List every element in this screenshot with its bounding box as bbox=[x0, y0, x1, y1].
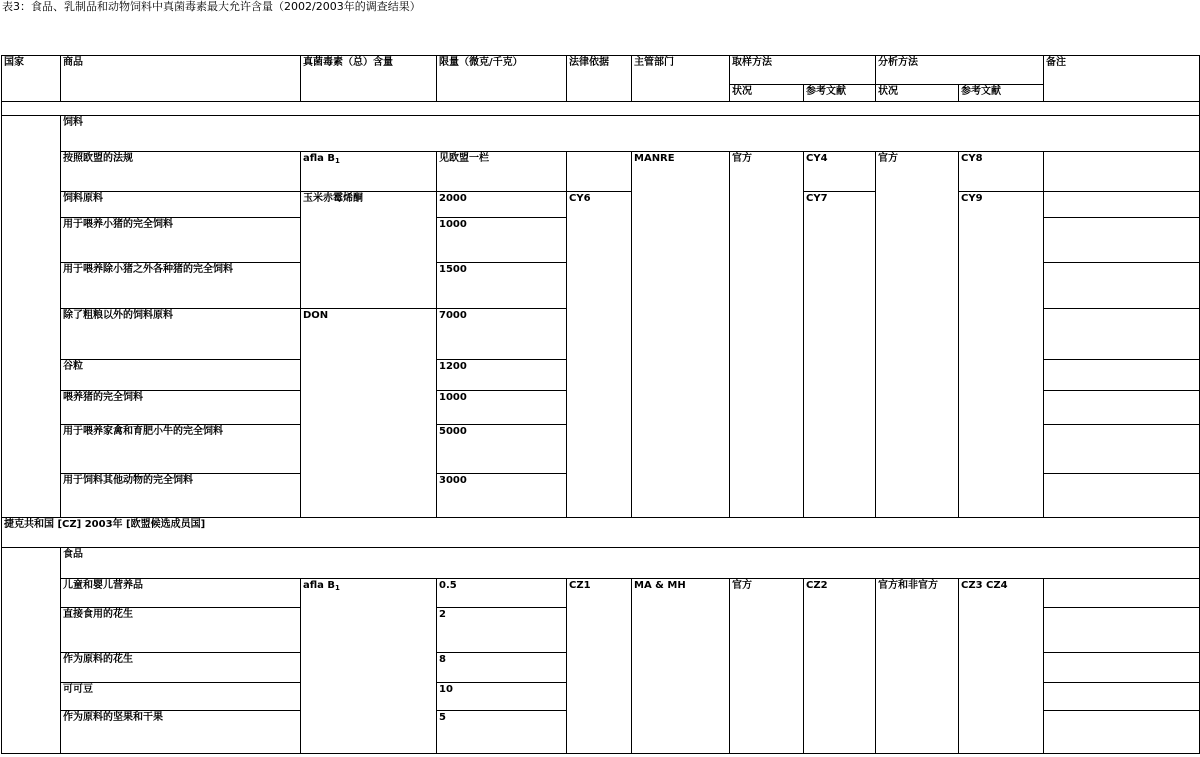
commodity-cell: 喂养猪的完全饲料 bbox=[61, 391, 301, 425]
remarks-cell bbox=[1044, 579, 1200, 608]
commodity-cell: 除了粗粮以外的饲料原料 bbox=[61, 309, 301, 360]
commodity-cell: 作为原料的花生 bbox=[61, 653, 301, 683]
header-sampling-method: 取样方法 bbox=[730, 56, 876, 85]
commodity-cell: 谷粒 bbox=[61, 360, 301, 391]
limit-cell: 3000 bbox=[437, 474, 567, 518]
remarks-cell bbox=[1044, 474, 1200, 518]
remarks-cell bbox=[1044, 391, 1200, 425]
header-sampling-reference: 参考文献 bbox=[804, 85, 876, 102]
header-country: 国家 bbox=[2, 56, 61, 102]
commodity-cell: 用于喂养除小猪之外各种猪的完全饲料 bbox=[61, 263, 301, 309]
table-caption: 表3：食品、乳制品和动物饲料中真菌毒素最大允许含量（2002/2003年的调查结果） bbox=[2, 0, 421, 13]
limit-cell: 2 bbox=[437, 608, 567, 653]
header-limit: 限量（微克/千克） bbox=[437, 56, 567, 102]
remarks-cell bbox=[1044, 425, 1200, 474]
analysis-status-cell: 官方和非官方 bbox=[876, 579, 959, 754]
legal-cell-empty bbox=[567, 152, 632, 192]
limit-cell: 1200 bbox=[437, 360, 567, 391]
remarks-cell bbox=[1044, 218, 1200, 263]
header-analysis-status: 状况 bbox=[876, 85, 959, 102]
remarks-cell bbox=[1044, 360, 1200, 391]
limit-cell: 0.5 bbox=[437, 579, 567, 608]
limit-cell: 5 bbox=[437, 711, 567, 754]
commodity-cell: 饲料原料 bbox=[61, 192, 301, 218]
remarks-cell bbox=[1044, 152, 1200, 192]
authority-cell: MANRE bbox=[632, 152, 730, 518]
commodity-cell: 用于饲料其他动物的完全饲料 bbox=[61, 474, 301, 518]
mycotoxin-cell: 玉米赤霉烯酮 bbox=[301, 192, 437, 309]
header-mycotoxin: 真菌毒素（总）含量 bbox=[301, 56, 437, 102]
limit-cell: 7000 bbox=[437, 309, 567, 360]
header-commodity: 商品 bbox=[61, 56, 301, 102]
remarks-cell bbox=[1044, 711, 1200, 754]
sampling-reference-cell: CY4 bbox=[804, 152, 876, 192]
commodity-cell: 作为原料的坚果和干果 bbox=[61, 711, 301, 754]
header-remarks: 备注 bbox=[1044, 56, 1200, 102]
mycotoxin-cell: afla $B_1$ bbox=[301, 579, 437, 754]
commodity-cell: 可可豆 bbox=[61, 683, 301, 711]
commodity-cell: 按照欧盟的法规 bbox=[61, 152, 301, 192]
country-cell-empty bbox=[2, 116, 61, 518]
sampling-status-cell: 官方 bbox=[730, 152, 804, 518]
commodity-cell: 用于喂养小猪的完全饲料 bbox=[61, 218, 301, 263]
header-analysis-method: 分析方法 bbox=[876, 56, 1044, 85]
sampling-reference-cell: CZ2 bbox=[804, 579, 876, 754]
commodity-cell: 直接食用的花生 bbox=[61, 608, 301, 653]
mycotoxin-limits-table bbox=[1, 55, 1200, 754]
limit-cell: 5000 bbox=[437, 425, 567, 474]
header-analysis-reference: 参考文献 bbox=[959, 85, 1044, 102]
section-feed: 饲料 bbox=[61, 116, 1200, 152]
sampling-reference-cell: CY7 bbox=[804, 192, 876, 518]
spacer-row bbox=[2, 102, 1200, 116]
limit-cell: 10 bbox=[437, 683, 567, 711]
mycotoxin-cell: DON bbox=[301, 309, 437, 518]
commodity-cell: 用于喂养家禽和育肥小牛的完全饲料 bbox=[61, 425, 301, 474]
sampling-status-cell: 官方 bbox=[730, 579, 804, 754]
analysis-reference-cell: CZ3 CZ4 bbox=[959, 579, 1044, 754]
analysis-status-cell: 官方 bbox=[876, 152, 959, 518]
authority-cell: MA & MH bbox=[632, 579, 730, 754]
limit-cell: 1000 bbox=[437, 218, 567, 263]
remarks-cell bbox=[1044, 192, 1200, 218]
analysis-reference-cell: CY8 bbox=[959, 152, 1044, 192]
limit-cell: 1500 bbox=[437, 263, 567, 309]
limit-cell: 1000 bbox=[437, 391, 567, 425]
section-food: 食品 bbox=[61, 548, 1200, 579]
limit-cell: 2000 bbox=[437, 192, 567, 218]
mycotoxin-cell: afla $B_1$ bbox=[301, 152, 437, 192]
remarks-cell bbox=[1044, 263, 1200, 309]
limit-cell: 8 bbox=[437, 653, 567, 683]
legal-cell: CZ1 bbox=[567, 579, 632, 754]
header-sampling-status: 状况 bbox=[730, 85, 804, 102]
remarks-cell bbox=[1044, 683, 1200, 711]
country-row-czech: 捷克共和国 [CZ] 2003年 [欧盟候选成员国] bbox=[2, 518, 1200, 548]
legal-cell: CY6 bbox=[567, 192, 632, 518]
remarks-cell bbox=[1044, 653, 1200, 683]
header-authority: 主管部门 bbox=[632, 56, 730, 102]
country-cell-empty bbox=[2, 548, 61, 754]
commodity-cell: 儿童和婴儿营养品 bbox=[61, 579, 301, 608]
limit-cell: 见欧盟一栏 bbox=[437, 152, 567, 192]
remarks-cell bbox=[1044, 608, 1200, 653]
header-legal-basis: 法律依据 bbox=[567, 56, 632, 102]
analysis-reference-cell: CY9 bbox=[959, 192, 1044, 518]
remarks-cell bbox=[1044, 309, 1200, 360]
